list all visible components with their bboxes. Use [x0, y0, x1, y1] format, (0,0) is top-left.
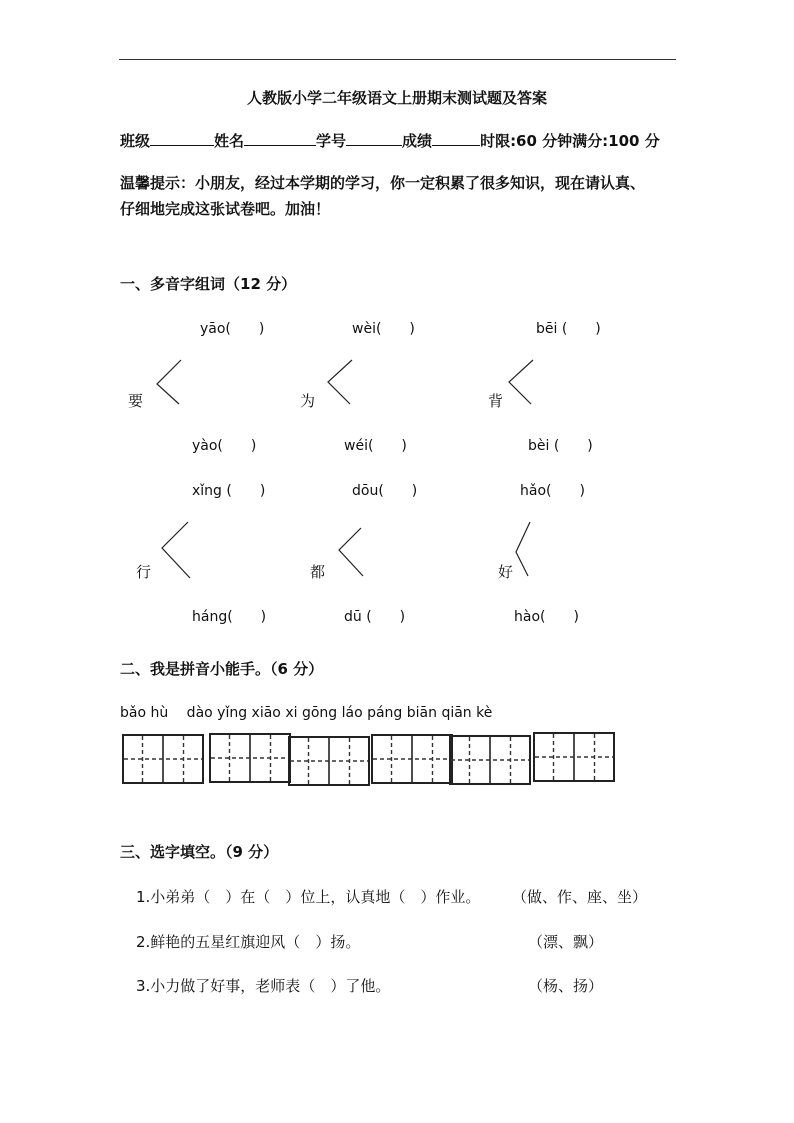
pinyin-du[interactable]: dū ( ) [344, 609, 406, 625]
id-label: 学号 [316, 132, 347, 150]
bracket-xing [160, 520, 192, 580]
pinyin-wei4[interactable]: wèi( ) [352, 321, 415, 337]
class-label: 班级 [120, 132, 151, 150]
char-bei: 背 [488, 392, 504, 410]
question-2-options: （漂、飘） [528, 933, 604, 951]
pinyin-hao4[interactable]: hào( ) [514, 609, 579, 625]
bracket-hao [512, 520, 534, 578]
name-label: 姓名 [214, 132, 245, 150]
id-blank[interactable] [346, 131, 402, 146]
time-limit: 时限:60 分钟满分:100 分 [480, 132, 660, 150]
writing-box-3[interactable] [288, 736, 370, 786]
pinyin-yao1[interactable]: yāo( ) [200, 321, 265, 337]
question-1[interactable]: 1.小弟弟（ ）在（ ）位上，认真地（ ）作业。 [136, 888, 481, 906]
writing-box-4[interactable] [371, 734, 453, 784]
pinyin-words: bǎo hù dào yǐng xiāo xi gōng láo páng biān qiān kè [120, 705, 493, 721]
char-dou: 都 [310, 563, 326, 581]
char-yao: 要 [128, 392, 144, 410]
char-xing: 行 [136, 563, 152, 581]
question-1-options: （做、作、座、坐） [512, 888, 648, 906]
pinyin-bei1[interactable]: bēi ( ) [536, 321, 601, 337]
section-3-heading: 三、选字填空。（9 分） [120, 843, 279, 861]
tip-line-1: 温馨提示：小朋友，经过本学期的学习，你一定积累了很多知识，现在请认真、 [120, 174, 646, 192]
student-info-line [120, 130, 660, 151]
bracket-bei [505, 358, 535, 406]
bracket-wei [324, 358, 354, 406]
tip-line-2: 仔细地完成这张试卷吧。加油！ [120, 200, 331, 218]
writing-box-6[interactable] [533, 732, 615, 782]
section-1-heading: 一、多音字组词（12 分） [120, 275, 297, 293]
score-label: 成绩 [402, 132, 433, 150]
pinyin-bei4[interactable]: bèi ( ) [528, 438, 593, 454]
char-wei: 为 [300, 392, 316, 410]
bracket-dou [337, 526, 367, 578]
question-2[interactable]: 2.鲜艳的五星红旗迎风（ ）扬。 [136, 933, 361, 951]
writing-box-5[interactable] [449, 735, 531, 785]
question-3[interactable]: 3.小力做了好事，老师表（ ）了他。 [136, 977, 391, 995]
score-blank[interactable] [432, 131, 480, 146]
class-blank[interactable] [150, 131, 214, 146]
pinyin-hang[interactable]: háng( ) [192, 609, 267, 625]
writing-box-1[interactable] [122, 734, 204, 784]
bracket-yao [153, 358, 183, 406]
page-title: 人教版小学二年级语文上册期末测试题及答案 [246, 89, 547, 107]
pinyin-dou[interactable]: dōu( ) [352, 483, 418, 499]
char-hao: 好 [498, 563, 514, 581]
question-3-options: （杨、扬） [528, 977, 604, 995]
top-rule [119, 59, 676, 60]
pinyin-wei2[interactable]: wéi( ) [344, 438, 407, 454]
pinyin-xing[interactable]: xǐng ( ) [192, 483, 266, 499]
section-2-heading: 二、我是拼音小能手。（6 分） [120, 660, 324, 678]
pinyin-yao4[interactable]: yào( ) [192, 438, 257, 454]
pinyin-hao3[interactable]: hǎo( ) [520, 483, 585, 499]
writing-box-2[interactable] [209, 733, 291, 783]
name-blank[interactable] [244, 131, 316, 146]
